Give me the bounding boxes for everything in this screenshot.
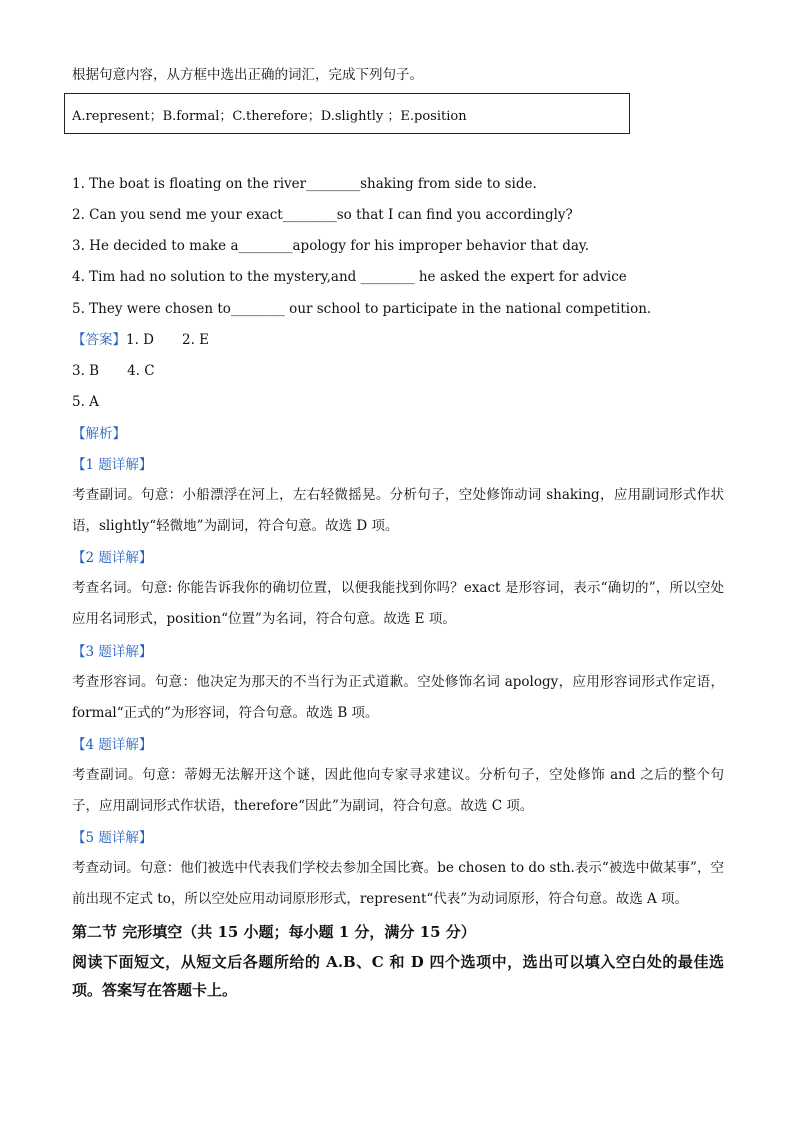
detail-text-3: 考查形容词。句意：他决定为那天的不当行为正式道歉。空处修饰名词 apology，应用形容词形式作定语，formal“正式的”为形容词，符合句意。故选 B 项。	[72, 674, 724, 721]
detail-label-3: 【3 题详解】	[72, 644, 153, 660]
detail-label-5: 【5 题详解】	[72, 830, 153, 846]
question-5: 5. They were chosen to________ our school to participate in the national competition.	[72, 301, 652, 317]
answer-2: 2. E	[182, 332, 210, 348]
question-3: 3. He decided to make a________apology for his improper behavior that day.	[72, 238, 590, 254]
options-box	[64, 93, 630, 134]
question-1: 1. The boat is floating on the river________shaking from side to side.	[72, 176, 537, 192]
detail-text-4: 考查副词。句意：蒂姆无法解开这个谜，因此他向专家寻求建议。分析句子，空处修饰 and 之后的整个句子，应用副词形式作状语，therefore“因此”为副词，符合句意。故选 C 项。	[72, 767, 724, 814]
answer-row-1	[72, 331, 209, 349]
detail-text-2: 考查名词。句意: 你能告诉我你的确切位置，以便我能找到你吗？exact 是形容词，表示“确切的”，所以空处应用名词形式，position“位置”为名词，符合句意。故选 E 项。	[72, 580, 724, 627]
detail-label-4: 【4 题详解】	[72, 737, 153, 753]
detail-label-2: 【2 题详解】	[72, 550, 153, 566]
answer-4: 4. C	[127, 363, 155, 379]
detail-text-5: 考查动词。句意：他们被选中代表我们学校去参加全国比赛。be chosen to do sth.表示“被选中做某事”，空前出现不定式 to，所以空处应用动词原形形式，represent“代表”为动词原形，符合句意。故选 A 项。	[72, 860, 724, 907]
detail-text-1: 考查副词。句意：小船漂浮在河上，左右轻微摇晃。分析句子，空处修饰动词 shaking，应用副词形式作状语，slightly“轻微地”为副词，符合句意。故选 D 项。	[72, 487, 724, 534]
answer-row-2	[72, 362, 155, 380]
section-title: 第二节 完形填空（共 15 小题；每小题 1 分，满分 15 分）	[72, 923, 476, 941]
detail-label-1: 【1 题详解】	[72, 457, 153, 473]
answer-3: 3. B	[72, 363, 100, 379]
question-4: 4. Tim had no solution to the mystery,and ________ he asked the expert for advice	[72, 269, 627, 285]
instruction-text: 根据句意内容，从方框中选出正确的词汇，完成下列句子。	[72, 67, 423, 83]
options-text: A.represent；B.formal；C.therefore；D.slightly ；E.position	[72, 109, 467, 124]
question-2: 2. Can you send me your exact________so that I can find you accordingly?	[72, 207, 573, 223]
section-instruction: 阅读下面短文，从短文后各题所给的 A.B、C 和 D 四个选项中，选出可以填入空白处的最佳选项。答案写在答题卡上。	[72, 953, 724, 999]
answer-1: 1. D	[126, 332, 154, 348]
analysis-label: 【解析】	[72, 426, 126, 442]
answer-5: 5. A	[72, 394, 99, 410]
answer-label: 【答案】	[72, 332, 126, 348]
